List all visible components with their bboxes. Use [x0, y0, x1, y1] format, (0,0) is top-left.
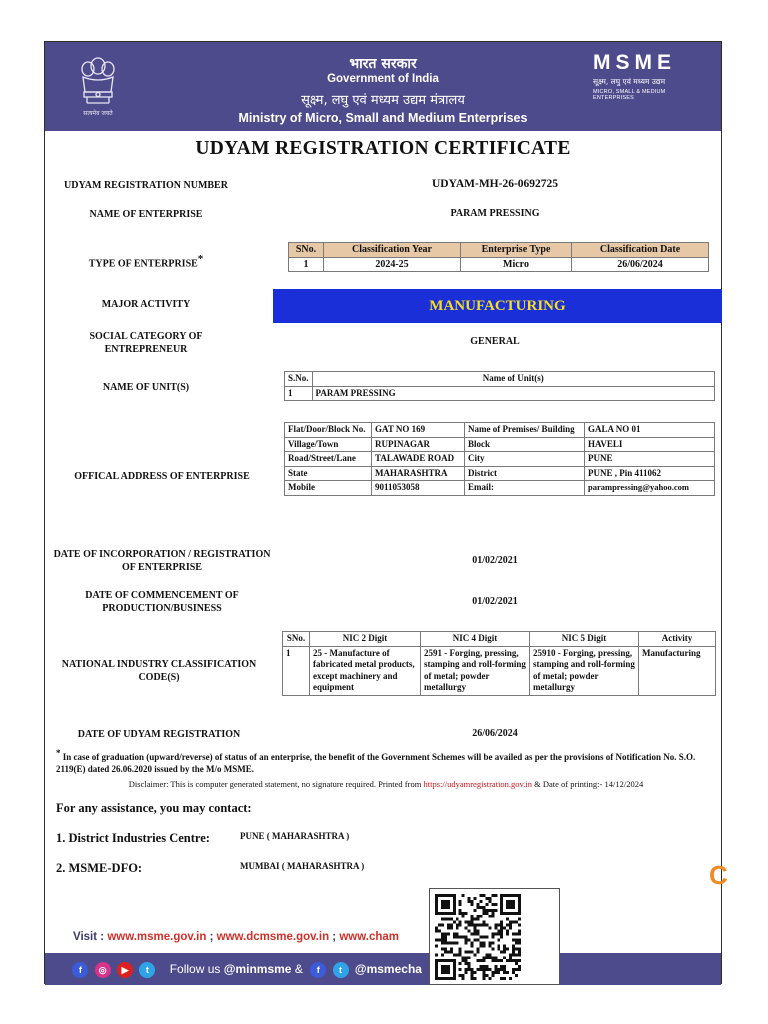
msme-logo-hindi: सूक्ष्म, लघु एवं मध्यम उद्यम: [593, 77, 666, 86]
type-cell-type: Micro: [461, 257, 572, 272]
twitter-icon[interactable]: t: [333, 962, 349, 978]
disclaimer-prefix: Disclaimer: This is computer generated statement, no signature required. Printed from: [128, 779, 422, 789]
addr-value-city: PUNE: [585, 452, 715, 467]
addr-label-village: Village/Town: [285, 437, 372, 452]
social-category-value: GENERAL: [470, 336, 520, 347]
footer-visit-bar: [45, 924, 721, 950]
certificate-title: UDYAM REGISTRATION CERTIFICATE: [195, 138, 571, 159]
ministry-hindi-title: सूक्ष्म, लघु एवं मध्यम उद्यम मंत्रालय: [301, 93, 465, 108]
handle-msmechampions[interactable]: @msmecha: [354, 962, 422, 976]
govt-english-title: Government of India: [327, 73, 439, 85]
udyam-reg-date-label: DATE OF UDYAM REGISTRATION: [77, 729, 241, 740]
dic-value: PUNE ( MAHARASHTRA ): [240, 831, 350, 841]
addr-label-email: Email:: [465, 481, 585, 496]
nic-cell-sno: 1: [283, 646, 310, 695]
addr-value-village: RUPINAGAR: [372, 437, 465, 452]
addr-value-road: TALAWADE ROAD: [372, 452, 465, 467]
table-row: [285, 437, 715, 452]
addr-label-mobile: Mobile: [285, 481, 372, 496]
qr-code: [435, 894, 521, 980]
facebook-icon[interactable]: f: [72, 962, 88, 978]
emblem-caption: सत्यमेव जयते: [83, 110, 113, 117]
ministry-english-title: Ministry of Micro, Small and Medium Enterprises: [238, 111, 528, 125]
addr-value-mobile: 9011053058: [372, 481, 465, 496]
header-banner: [45, 42, 721, 131]
msme-logo-english: MICRO, SMALL & MEDIUM ENTERPRISES: [593, 89, 666, 101]
dfo-value: MUMBAI ( MAHARASHTRA ): [240, 861, 365, 871]
decorative-letter: C: [709, 860, 728, 890]
nic-cell-activity: Manufacturing: [639, 646, 716, 695]
addr-value-block: HAVELI: [585, 437, 715, 452]
disclaimer: [56, 779, 716, 789]
addr-value-district: PUNE , Pin 411062: [585, 466, 715, 481]
addr-value-premises: GALA NO 01: [585, 423, 715, 438]
dic-label: 1. District Industries Centre:: [56, 831, 210, 845]
youtube-icon[interactable]: ▶: [117, 962, 133, 978]
handle-amp: &: [294, 962, 303, 976]
address-label: OFFICAL ADDRESS OF ENTERPRISE: [74, 471, 250, 482]
table-row: [289, 257, 709, 272]
nic-header-sno: SNo.: [283, 632, 310, 647]
note-text: In case of graduation (upward/reverse) of status of an enterprise, the benefit of the Government Schemes will be availed as per the provisions of Notification No. S.O. 2119(E) dated 26.06.2020 issued by the M/o MSME.: [56, 752, 696, 774]
type-header-year: Classification Year: [324, 243, 461, 258]
addr-label-premises: Name of Premises/ Building: [465, 423, 585, 438]
commencement-label: DATE OF COMMENCEMENT OF PRODUCTION/BUSINESS: [85, 590, 239, 614]
site-link-champions[interactable]: www.cham: [339, 931, 399, 943]
addr-label-flat: Flat/Door/Block No.: [285, 423, 372, 438]
social-category-label: SOCIAL CATEGORY OF ENTREPRENEUR: [89, 331, 203, 355]
addr-label-block: Block: [465, 437, 585, 452]
assistance-heading: For any assistance, you may contact:: [56, 801, 252, 815]
disclaimer-suffix: & Date of printing:- 14/12/2024: [534, 779, 644, 789]
addr-value-state: MAHARASHTRA: [372, 466, 465, 481]
nic-header-4digit: NIC 4 Digit: [421, 632, 530, 647]
registration-number-value: UDYAM-MH-26-0692725: [431, 178, 559, 190]
instagram-icon[interactable]: ◎: [95, 962, 111, 978]
units-label: NAME OF UNIT(S): [102, 382, 190, 393]
table-row: [285, 466, 715, 481]
incorporation-label: DATE OF INCORPORATION / REGISTRATION OF ENTERPRISE: [53, 549, 271, 573]
addr-value-email: parampressing@yahoo.com: [585, 481, 715, 496]
twitter-icon[interactable]: t: [139, 962, 155, 978]
addr-label-district: District: [465, 466, 585, 481]
registration-number-label: UDYAM REGISTRATION NUMBER: [64, 180, 228, 191]
note-asterisk: *: [56, 748, 61, 758]
type-header-type: Enterprise Type: [461, 243, 572, 258]
enterprise-type-asterisk: *: [197, 253, 204, 265]
address-table: [284, 422, 715, 496]
govt-hindi-title: भारत सरकार: [349, 56, 417, 72]
addr-value-flat: GAT NO 169: [372, 423, 465, 438]
nic-label: NATIONAL INDUSTRY CLASSIFICATION CODE(S): [61, 659, 257, 683]
enterprise-type-label-text: TYPE OF ENTERPRISE: [88, 258, 198, 270]
graduation-note: [56, 748, 716, 775]
units-table: [284, 371, 715, 401]
msme-logo-word: MSME: [593, 51, 676, 74]
site-sep-1: ;: [209, 931, 214, 943]
type-header-sno: SNo.: [289, 243, 324, 258]
nic-cell-4digit: 2591 - Forging, pressing, stamping and roll-forming of metal; powder metallurgy: [421, 646, 530, 695]
units-header-name: Name of Unit(s): [312, 372, 714, 387]
major-activity-label: MAJOR ACTIVITY: [101, 299, 191, 310]
follow-text: Follow us: [169, 962, 221, 976]
type-header-date: Classification Date: [572, 243, 709, 258]
facebook-icon[interactable]: f: [310, 962, 326, 978]
commencement-date: 01/02/2021: [472, 596, 518, 607]
addr-label-state: State: [285, 466, 372, 481]
nic-header-2digit: NIC 2 Digit: [310, 632, 421, 647]
handle-minmsme[interactable]: @minmsme: [223, 962, 292, 976]
enterprise-name-label: NAME OF ENTERPRISE: [89, 209, 203, 220]
footer-follow-bar: [45, 953, 721, 985]
visit-prefix: Visit :: [73, 931, 105, 943]
site-link-msme[interactable]: www.msme.gov.in: [107, 931, 207, 943]
enterprise-type-table: [288, 242, 709, 272]
units-cell-name: PARAM PRESSING: [312, 386, 714, 401]
nic-table: [282, 631, 716, 696]
nic-header-activity: Activity: [639, 632, 716, 647]
dfo-label: 2. MSME-DFO:: [56, 861, 143, 875]
type-cell-date: 26/06/2024: [572, 257, 709, 272]
certificate-page: [44, 41, 728, 984]
nic-cell-2digit: 25 - Manufacture of fabricated metal products, except machinery and equipment: [310, 646, 421, 695]
type-cell-year: 2024-25: [324, 257, 461, 272]
site-link-dcmsme[interactable]: www.dcmsme.gov.in: [216, 931, 330, 943]
incorporation-date: 01/02/2021: [472, 555, 518, 566]
disclaimer-link[interactable]: https://udyamregistration.gov.in: [423, 779, 532, 789]
udyam-reg-date-value: 26/06/2024: [472, 728, 518, 739]
units-header-sno: S.No.: [285, 372, 313, 387]
table-row: [285, 423, 715, 438]
nic-header-5digit: NIC 5 Digit: [530, 632, 639, 647]
table-row: [285, 452, 715, 467]
msme-logo: [593, 52, 705, 101]
table-row: [285, 386, 715, 401]
addr-label-city: City: [465, 452, 585, 467]
enterprise-name-value: PARAM PRESSING: [450, 208, 540, 219]
site-sep-2: ;: [332, 931, 337, 943]
nic-cell-5digit: 25910 - Forging, pressing, stamping and roll-forming of metal; powder metallurgy: [530, 646, 639, 695]
enterprise-type-label: [59, 253, 233, 270]
table-row: [285, 481, 715, 496]
type-cell-sno: 1: [289, 257, 324, 272]
table-row: [283, 646, 716, 695]
units-cell-sno: 1: [285, 386, 313, 401]
major-activity-value: MANUFACTURING: [273, 289, 722, 323]
addr-label-road: Road/Street/Lane: [285, 452, 372, 467]
